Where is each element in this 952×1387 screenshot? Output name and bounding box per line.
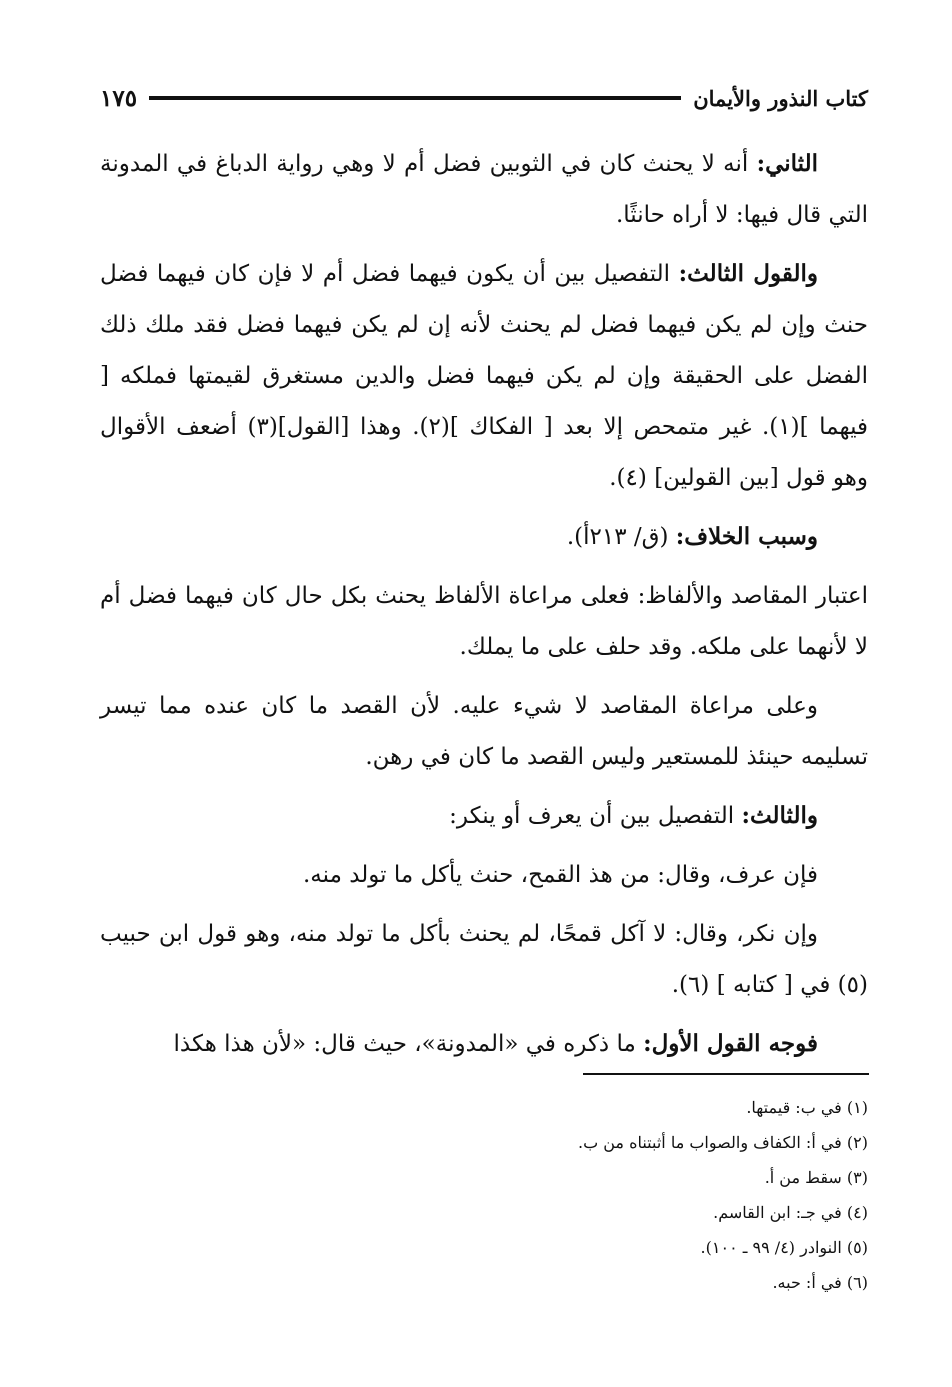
- footnote: (٣) سقط من أ.: [764, 1168, 868, 1187]
- paragraph-text: (ق/ ٢١٣أ).: [566, 524, 676, 550]
- page-number: ١٧٥: [100, 84, 138, 112]
- paragraph-text: وإن نكر، وقال: لا آكل قمحًا، لم يحنث بأكل ما تولد منه، وهو قول ابن حبيب (٥) في [ كتابه ] (٦).: [100, 921, 868, 998]
- footnote: (٤) في جـ: ابن القاسم.: [713, 1203, 868, 1222]
- paragraph-text: التفصيل بين أن يكون فيهما فضل أم لا فإن كان فيهما فضل حنث وإن لم يكن فيهما فضل لم يحنث لأنه إن لم يكن فيهما فضل فقد ملك ذلك الفضل على الحقيقة وإن لم يكن فيهما فضل والدين مستغرق لقيمتها فملكه [ فيهما ](١). غير متمحص إلا بعد [ الفكاك ](٢). وهذا [القول](٣) أضعف الأقوال وهو قول [بين القولين] (٤).: [100, 261, 869, 491]
- paragraph-lead: والقول الثالث:: [678, 260, 819, 287]
- footnote-separator: [583, 1073, 869, 1075]
- header-rule: [149, 96, 681, 100]
- running-header: [100, 78, 868, 118]
- paragraph: [100, 248, 868, 504]
- paragraph: [100, 680, 868, 783]
- book-section-title: كتاب النذور والأيمان: [693, 85, 868, 111]
- footnote: (٢) في أ: الكفاف والصواب ما أثبتناه من ب.: [578, 1133, 868, 1152]
- paragraph: [100, 570, 868, 673]
- paragraph-text: وعلى مراعاة المقاصد لا شيء عليه. لأن القصد ما كان عنده مما تيسر تسليمه حينئذ للمستعير وليس القصد ما كان في رهن.: [100, 693, 868, 770]
- paragraph-lead: والثالث:: [741, 802, 818, 829]
- paragraph: [100, 138, 868, 241]
- paragraph-text: فإن عرف، وقال: من هذ القمح، حنث يأكل ما تولد منه.: [303, 862, 818, 888]
- paragraph: [100, 849, 868, 901]
- main-text: [100, 138, 868, 1077]
- footnote: (٥) النوادر (٤/ ٩٩ ـ ١٠٠).: [700, 1238, 868, 1257]
- paragraph-text: التفصيل بين أن يعرف أو ينكر:: [449, 803, 742, 829]
- paragraph: [100, 908, 868, 1011]
- paragraph: [100, 511, 868, 563]
- paragraph-lead: وسبب الخلاف:: [675, 523, 818, 550]
- footnotes: [100, 1090, 868, 1300]
- paragraph: [100, 1018, 868, 1070]
- footnote: (٦) في أ: حبه.: [772, 1273, 868, 1292]
- footnote: (١) في ب: قيمتها.: [746, 1098, 868, 1117]
- paragraph-text: ما ذكره في «المدونة»، حيث قال: «لأن هذا هكذا: [173, 1031, 644, 1057]
- paragraph: [100, 790, 868, 842]
- paragraph-lead: فوجه القول الأول:: [643, 1030, 818, 1057]
- paragraph-lead: الثاني:: [756, 150, 818, 177]
- paragraph-text: أنه لا يحنث كان في الثوبين فضل أم لا وهي رواية الدباغ في المدونة التي قال فيها: لا أراه حانثًا.: [100, 151, 868, 228]
- paragraph-text: اعتبار المقاصد والألفاظ: فعلى مراعاة الألفاظ يحنث بكل حال كان فيهما فضل أم لا لأنهما على ملكه. وقد حلف على ما يملك.: [100, 583, 868, 660]
